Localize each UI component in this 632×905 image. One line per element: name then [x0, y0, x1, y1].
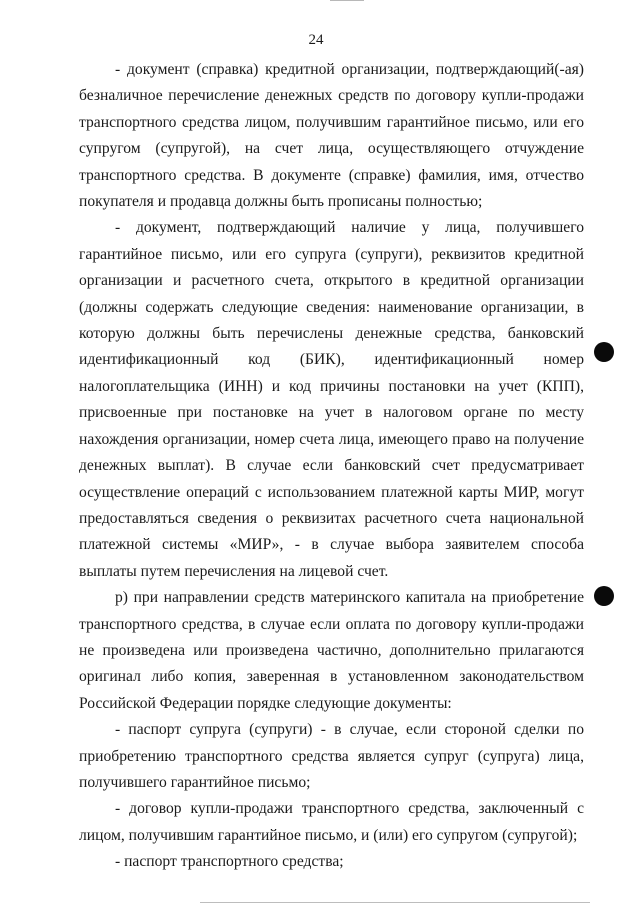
binder-hole-icon: [594, 342, 614, 362]
binder-hole-icon: [594, 586, 614, 606]
document-body: [79, 57, 584, 876]
paragraph-bank-document: - документ (справка) кредитной организации, подтверждающий(-ая) безналичное перечисление денежных средств по договору купли-продажи транспортного средства лицом, получившим гарантийное письмо, или его супругом (супругой), на счет лица, осуществляющего отчуждение транспортного средства. В документе (справке) фамилия, имя, отчество покупателя и продавца должны быть прописаны полностью;: [79, 61, 584, 211]
list-item-vehicle-passport: - паспорт транспортного средства;: [115, 853, 344, 871]
scan-edge-mark-bottom: [200, 902, 590, 903]
list-item-sale-contract: - договор купли-продажи транспортного средства, заключенный с лицом, получившим гарантийное письмо, и (или) его супругом (супругой);: [79, 800, 584, 844]
page-number: 24: [308, 32, 324, 48]
paragraph-bank-details: - документ, подтверждающий наличие у лица, получившего гарантийное письмо, или его супруга (супруги), реквизитов кредитной организации и расчетного счета, открытого в кредитной организации (должны содержать следующие сведения: наименование организации, в которую должны быть перечислены денежные средства, банковский идентификационный код (БИК), идентификационный номер налогоплательщика (ИНН) и код причины постановки на учет (КПП), присвоенные при постановке на учет в налоговом органе по месту нахождения организации, номер счета лица, имеющего право на получение денежных выплат). В случае если банковский счет предусматривает осуществление операций с использованием платежной карты МИР, могут предоставляться сведения о реквизитах расчетного счета национальной платежной системы «МИР», - в случае выбора заявителем способа выплаты путем перечисления на лицевой счет.: [79, 219, 584, 580]
list-item-spouse-passport: - паспорт супруга (супруги) - в случае, если стороной сделки по приобретению транспортного средства является супруг (супруга) лица, получившего гарантийное письмо;: [79, 721, 584, 791]
paragraph-item-r: р) при направлении средств материнского капитала на приобретение транспортного средства, в случае если оплата по договору купли-продажи не произведена или произведена частично, дополнительно прилагаются оригинал либо копия, заверенная в установленном законодательством Российской Федерации порядке следующие документы:: [79, 589, 584, 712]
scan-edge-mark-top: [330, 0, 364, 1]
